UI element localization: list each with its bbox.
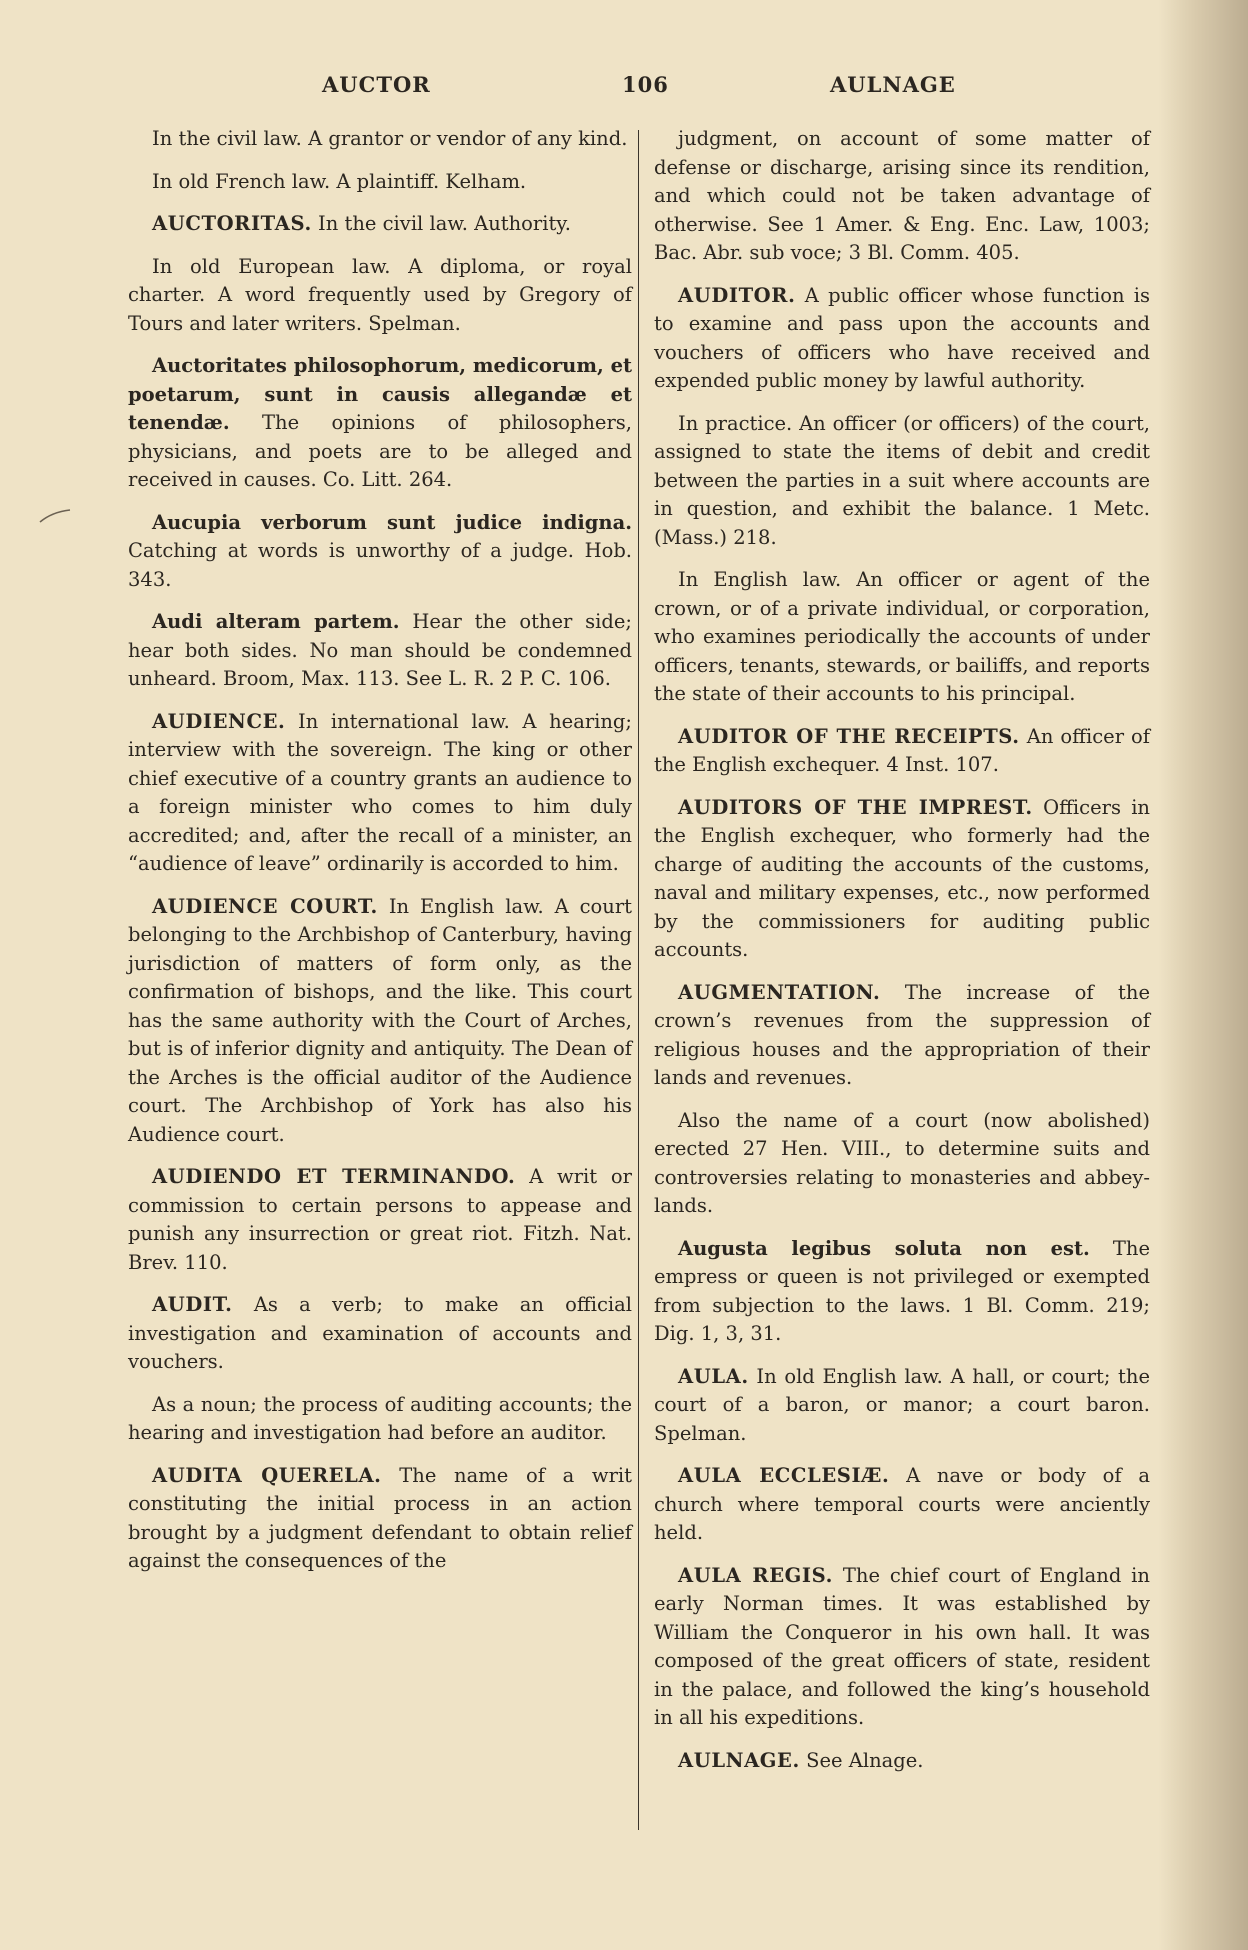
dictionary-entry xyxy=(654,1562,1150,1733)
entry-definition: judgment, on account of some matter of defense or discharge, arising since its rendition, and which could not be taken advantage of otherwise. See 1 Amer. & Eng. Enc. Law, 1003; Bac. Abr. sub voce; 3 Bl. Comm. 405. xyxy=(654,127,1150,264)
dictionary-entry xyxy=(654,282,1150,396)
entry-maxim: Augusta legibus soluta non est. xyxy=(678,1236,1090,1260)
entry-definition: In English law. An officer or agent of the crown, or of a private individual, or corporation, who examines periodically the accounts of under officers, tenants, stewards, or bailiffs, and reports the state of their accounts to his principal. xyxy=(654,568,1150,705)
page-number: 106 xyxy=(622,72,669,97)
entry-definition: In the civil law. Authority. xyxy=(318,212,571,235)
entry-definition: The empress or queen is not privileged or exempted from subjection to the laws. 1 Bl. Comm. 219; Dig. 1, 3, 31. xyxy=(654,1236,1150,1345)
entry-definition: In old English law. A hall, or court; the court of a baron, or manor; a court baron. Spelman. xyxy=(654,1364,1150,1445)
dictionary-entry xyxy=(654,1363,1150,1449)
dictionary-entry xyxy=(654,410,1150,553)
dictionary-entry xyxy=(654,1107,1150,1221)
dictionary-entry xyxy=(654,1235,1150,1349)
entry-definition: In the civil law. A grantor or vendor of any kind. xyxy=(152,127,628,150)
entry-definition: In old French law. A plaintiff. Kelham. xyxy=(152,169,527,193)
dictionary-entry xyxy=(128,893,632,1150)
entry-definition: A writ or commission to certain persons to appease and punish any insurrection or great riot. Fitzh. Nat. Brev. 110. xyxy=(128,1165,632,1274)
entry-headword: AULNAGE. xyxy=(678,1748,800,1772)
dictionary-entry xyxy=(654,566,1150,709)
entry-headword: AUDIENCE COURT. xyxy=(152,894,378,918)
header-right-guide-word: AULNAGE xyxy=(830,72,956,97)
entry-maxim: Audi alteram partem. xyxy=(152,610,400,633)
entry-headword: AUDITOR OF THE RECEIPTS. xyxy=(678,724,1020,748)
dictionary-entry xyxy=(654,794,1150,965)
dictionary-entry xyxy=(654,125,1150,268)
dictionary-entry xyxy=(128,1163,632,1277)
dictionary-entry xyxy=(128,1291,632,1377)
dictionary-entry xyxy=(128,352,632,495)
running-header xyxy=(0,72,1248,102)
page-edge-shadow xyxy=(1158,0,1248,1950)
dictionary-entry xyxy=(128,125,632,154)
dictionary-entry xyxy=(128,509,632,595)
entry-headword: AUDIENCE. xyxy=(152,709,286,733)
dictionary-entry xyxy=(654,979,1150,1093)
entry-headword: AUCTORITAS. xyxy=(152,212,312,235)
entry-headword: AULA REGIS. xyxy=(678,1563,834,1587)
entry-definition: As a noun; the process of auditing accounts; the hearing and investigation had before an auditor. xyxy=(128,1392,632,1444)
entry-maxim: Auctoritates philosophorum, medicorum, et poetarum, sunt in causis allegandæ et tenendæ. xyxy=(128,354,632,434)
dictionary-entry xyxy=(654,723,1150,780)
entry-definition: A public officer whose function is to examine and pass upon the accounts and vouchers of officers who have received and expended public money by lawful authority. xyxy=(654,283,1151,392)
entry-definition: Also the name of a court (now abolished) erected 27 Hen. VIII., to determine suits and controversies relating to monasteries and abbey-lands. xyxy=(654,1108,1150,1217)
entry-definition: A nave or body of a church where temporal courts were anciently held. xyxy=(654,1464,1150,1544)
entry-headword: AUDITORS OF THE IMPREST. xyxy=(678,795,1033,819)
entry-definition: An officer of the English exchequer. 4 Inst. 107. xyxy=(654,724,1151,776)
dictionary-entry xyxy=(128,608,632,694)
entry-headword: AUGMENTATION. xyxy=(678,980,881,1004)
entry-definition: The increase of the crown’s revenues from the suppression of religious houses and the appropriation of their lands and revenues. xyxy=(654,980,1150,1089)
pencil-mark xyxy=(38,508,72,524)
dictionary-entry xyxy=(128,1391,632,1448)
entry-definition: The name of a writ constituting the initial process in an action brought by a judgment defendant to obtain relief against the consequences of the xyxy=(128,1463,632,1572)
entry-maxim: Aucupia verborum sunt judice indigna. xyxy=(152,510,632,534)
column-divider xyxy=(638,130,639,1830)
header-left-guide-word: AUCTOR xyxy=(322,72,431,97)
entry-definition: In practice. An officer (or officers) of the court, assigned to state the items of debit and credit between the parties in a suit where accounts are in question, and exhibit the balance. 1 Metc. (Mass.) 218. xyxy=(654,411,1150,549)
entry-headword: AUDIT. xyxy=(152,1293,233,1316)
entry-headword: AUDITOR. xyxy=(678,283,796,307)
entry-headword: AUDITA QUERELA. xyxy=(152,1463,382,1487)
dictionary-entry xyxy=(128,708,632,879)
entry-definition: Hear the other side; hear both sides. No man should be condemned unheard. Broom, Max. 113. See L. R. 2 P. C. 106. xyxy=(128,610,632,690)
entry-definition: See Alnage. xyxy=(806,1748,924,1772)
entry-definition: As a verb; to make an official investigation and examination of accounts and vouchers. xyxy=(128,1293,633,1373)
dictionary-entry xyxy=(128,253,632,339)
entry-headword: AUDIENDO ET TERMINANDO. xyxy=(152,1165,516,1188)
entry-definition: In English law. A court belonging to the Archbishop of Canterbury, having jurisdiction of matters of form only, as the confirmation of bishops, and the like. This court has the same authority with the Court of Arches, but is of inferior dignity and antiquity. The Dean of the Arches is the official auditor of the Audience court. The Archbishop of York has also his Audience court. xyxy=(128,894,632,1146)
dictionary-entry xyxy=(128,168,632,197)
dictionary-entry xyxy=(128,1462,632,1576)
entry-definition: The chief court of England in early Norman times. It was established by William the Conqueror in his own hall. It was composed of the great officers of state, resident in the palace, and followed the king’s household in all his expeditions. xyxy=(654,1563,1150,1729)
dictionary-entry xyxy=(654,1747,1150,1776)
entry-definition: Catching at words is unworthy of a judge. Hob. 343. xyxy=(128,539,632,591)
entry-definition: The opinions of philosophers, physicians, and poets are to be alleged and received in causes. Co. Litt. 264. xyxy=(128,411,632,491)
entry-headword: AULA ECCLESIÆ. xyxy=(678,1464,890,1487)
dictionary-entry xyxy=(654,1462,1150,1548)
dictionary-entry xyxy=(128,210,632,239)
entry-definition: In international law. A hearing; interview with the sovereign. The king or other chief executive of a country grants an audience to a foreign minister who comes to him duly accredited; and, after the recall of a minister, an “audience of leave” ordinarily is accorded to him. xyxy=(128,709,632,875)
left-column xyxy=(128,125,632,1590)
entry-definition: Officers in the English exchequer, who formerly had the charge of auditing the accounts of the customs, naval and military expenses, etc., now performed by the commissioners for auditing public accounts. xyxy=(654,795,1150,961)
right-column xyxy=(654,125,1150,1789)
entry-definition: In old European law. A diploma, or royal charter. A word frequently used by Gregory of Tours and later writers. Spelman. xyxy=(128,254,632,335)
entry-headword: AULA. xyxy=(678,1364,749,1388)
